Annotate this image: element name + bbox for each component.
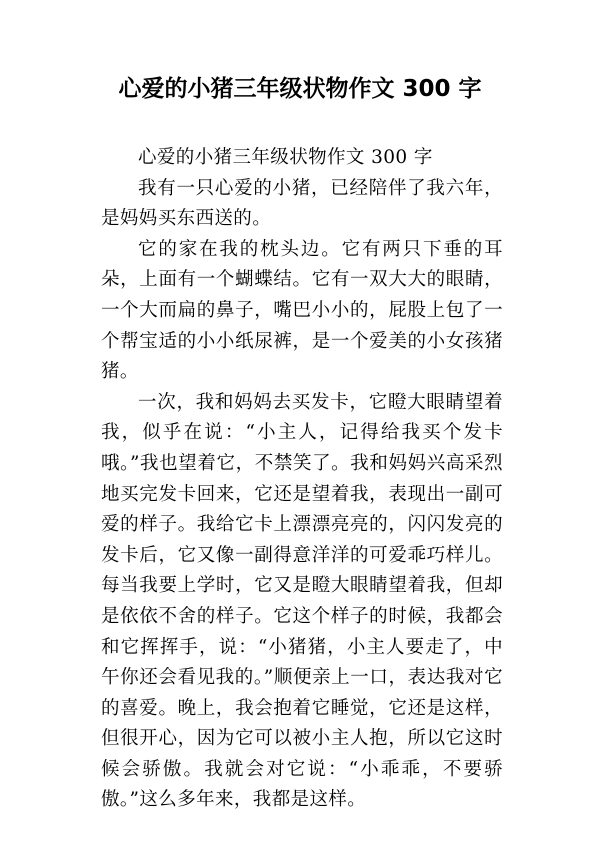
paragraph: 我有一只心爱的小猪，已经陪伴了我六年，是妈妈买东西送的。: [101, 177, 503, 230]
document-body: [101, 143, 503, 816]
paragraph: 它的家在我的枕头边。它有两只下垂的耳朵，上面有一个蝴蝶结。它有一双大大的眼睛，一个大而扁的鼻子，嘴巴小小的，屁股上包了一个帮宝适的小小纸尿裤，是一个爱美的小女孩猪猪。: [101, 238, 503, 383]
document-title: 心爱的小猪三年级状物作文 300 字: [118, 76, 482, 102]
paragraph: 一次，我和妈妈去买发卡，它瞪大眼睛望着我，似乎在说：“小主人，记得给我买个发卡哦。”我也望着它，不禁笑了。我和妈妈兴高采烈地买完发卡回来，它还是望着我，表现出一副可爱的样子。我给它卡上漂漂亮亮的，闪闪发亮的发卡后，它又像一副得意洋洋的可爱乖巧样儿。每当我要上学时，它又是瞪大眼睛望着我，但却是依依不舍的样子。它这个样子的时候，我都会和它挥挥手，说：“小猪猪，小主人要走了，中午你还会看见我的。”顺便亲上一口，表达我对它的喜爱。晚上，我会抱着它睡觉，它还是这样，但很开心，因为它可以被小主人抱，所以它这时候会骄傲。我就会对它说：“小乖乖，不要骄傲。”这么多年来，我都是这样。: [101, 391, 503, 811]
paragraph-subtitle: 心爱的小猪三年级状物作文 300 字: [138, 147, 433, 168]
